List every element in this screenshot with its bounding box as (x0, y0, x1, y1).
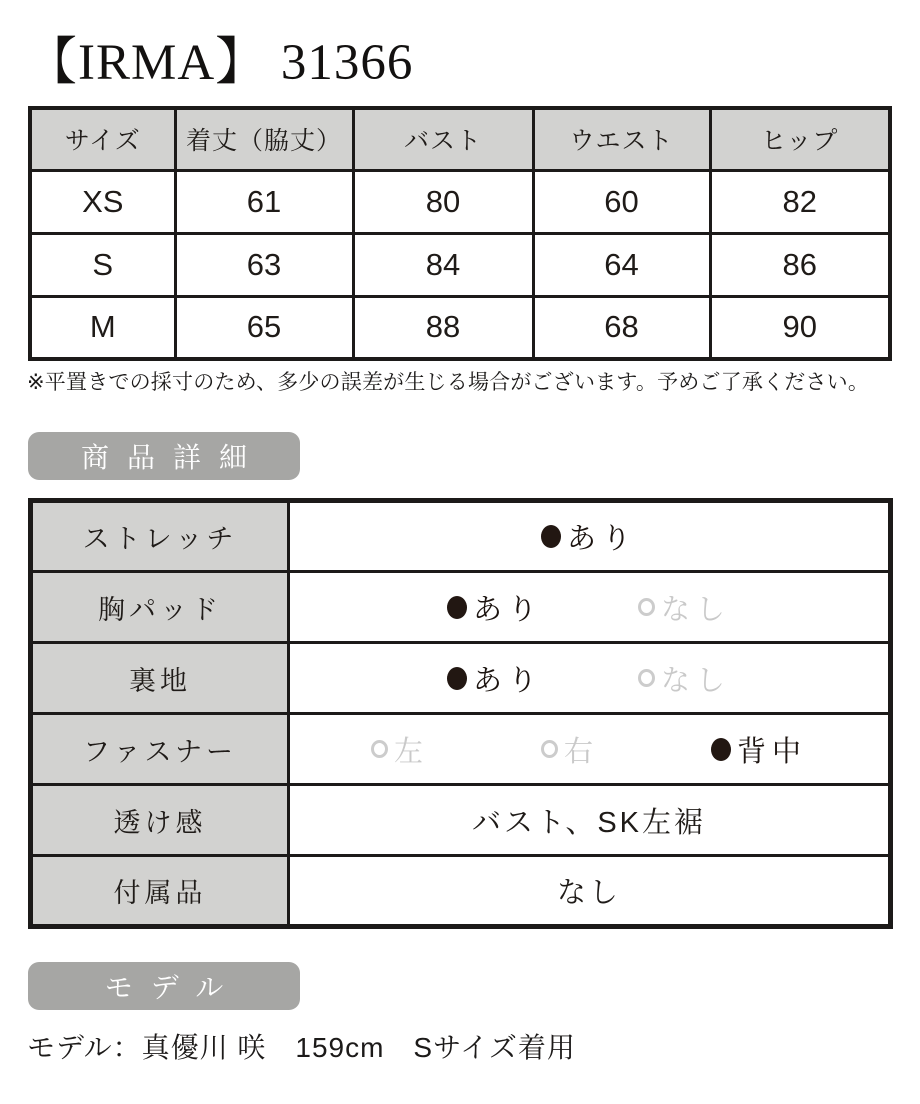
detail-value: なし (556, 877, 621, 909)
col-header-bust: バスト (353, 108, 533, 170)
option-nashi (638, 658, 731, 699)
section-badge-product-details (28, 432, 300, 480)
detail-label: 裏地 (31, 643, 289, 714)
col-header-hip: ヒップ (710, 108, 890, 170)
size-value: 60 (533, 170, 710, 233)
section-badge-model (28, 962, 300, 1010)
option-nashi (638, 587, 731, 628)
size-value: 65 (175, 296, 353, 359)
detail-row-accessories (31, 856, 891, 927)
col-header-length: 着丈（脇丈） (175, 108, 353, 170)
detail-row-stretch (31, 501, 891, 572)
size-value: 80 (353, 170, 533, 233)
size-table (28, 106, 892, 361)
detail-label: ストレッチ (31, 501, 289, 572)
size-value: 90 (710, 296, 890, 359)
detail-label: ファスナー (31, 714, 289, 785)
size-value: 63 (175, 233, 353, 296)
size-name: M (30, 296, 175, 359)
col-header-waist: ウエスト (533, 108, 710, 170)
option-ari (447, 658, 543, 699)
radio-dot-icon (711, 738, 731, 761)
detail-row-fastener (31, 714, 891, 785)
option-ari (541, 516, 637, 557)
detail-label: 胸パッド (31, 572, 289, 643)
detail-value: バスト、SK左裾 (471, 806, 707, 839)
option-right (541, 729, 599, 770)
detail-row-chest-pad (31, 572, 891, 643)
option-label: 右 (563, 735, 599, 768)
size-row-s (30, 233, 890, 296)
radio-dot-icon (447, 667, 467, 690)
page-title: 【IRMA】 31366 (26, 35, 414, 91)
model-info: モデル：真優川 咲 159cm Sサイズ着用 (27, 1032, 576, 1063)
option-label: 左 (393, 735, 429, 768)
option-label: なし (661, 664, 732, 697)
size-value: 88 (353, 296, 533, 359)
detail-row-lining (31, 643, 891, 714)
option-label: 背中 (737, 735, 808, 768)
radio-dot-icon (541, 525, 561, 548)
detail-label: 付属品 (31, 856, 289, 927)
option-label: あり (472, 664, 543, 697)
option-label: あり (566, 523, 637, 555)
option-ari (447, 587, 543, 628)
size-row-xs (30, 170, 890, 233)
radio-dot-icon (447, 596, 467, 619)
size-table-header-row (30, 108, 890, 170)
size-value: 84 (353, 233, 533, 296)
option-label: あり (472, 593, 543, 626)
radio-ring-icon (638, 598, 655, 616)
detail-table (28, 498, 893, 929)
option-back (711, 729, 807, 770)
size-name: S (30, 233, 175, 296)
size-value: 61 (175, 170, 353, 233)
section-badge-label: 商品詳細 (80, 442, 265, 473)
detail-label: 透け感 (31, 785, 289, 856)
radio-ring-icon (638, 669, 655, 687)
size-value: 64 (533, 233, 710, 296)
size-value: 82 (710, 170, 890, 233)
option-left (371, 729, 429, 770)
radio-ring-icon (541, 740, 558, 758)
measurement-note: ※平置きでの採寸のため、多少の誤差が生じる場合がございます。予めご了承ください。 (27, 371, 870, 394)
section-badge-label: モデル (104, 972, 242, 1003)
col-header-size: サイズ (30, 108, 175, 170)
radio-ring-icon (371, 740, 388, 758)
size-name: XS (30, 170, 175, 233)
size-value: 68 (533, 296, 710, 359)
size-row-m (30, 296, 890, 359)
size-value: 86 (710, 233, 890, 296)
option-label: なし (661, 593, 732, 626)
detail-row-sheerness (31, 785, 891, 856)
